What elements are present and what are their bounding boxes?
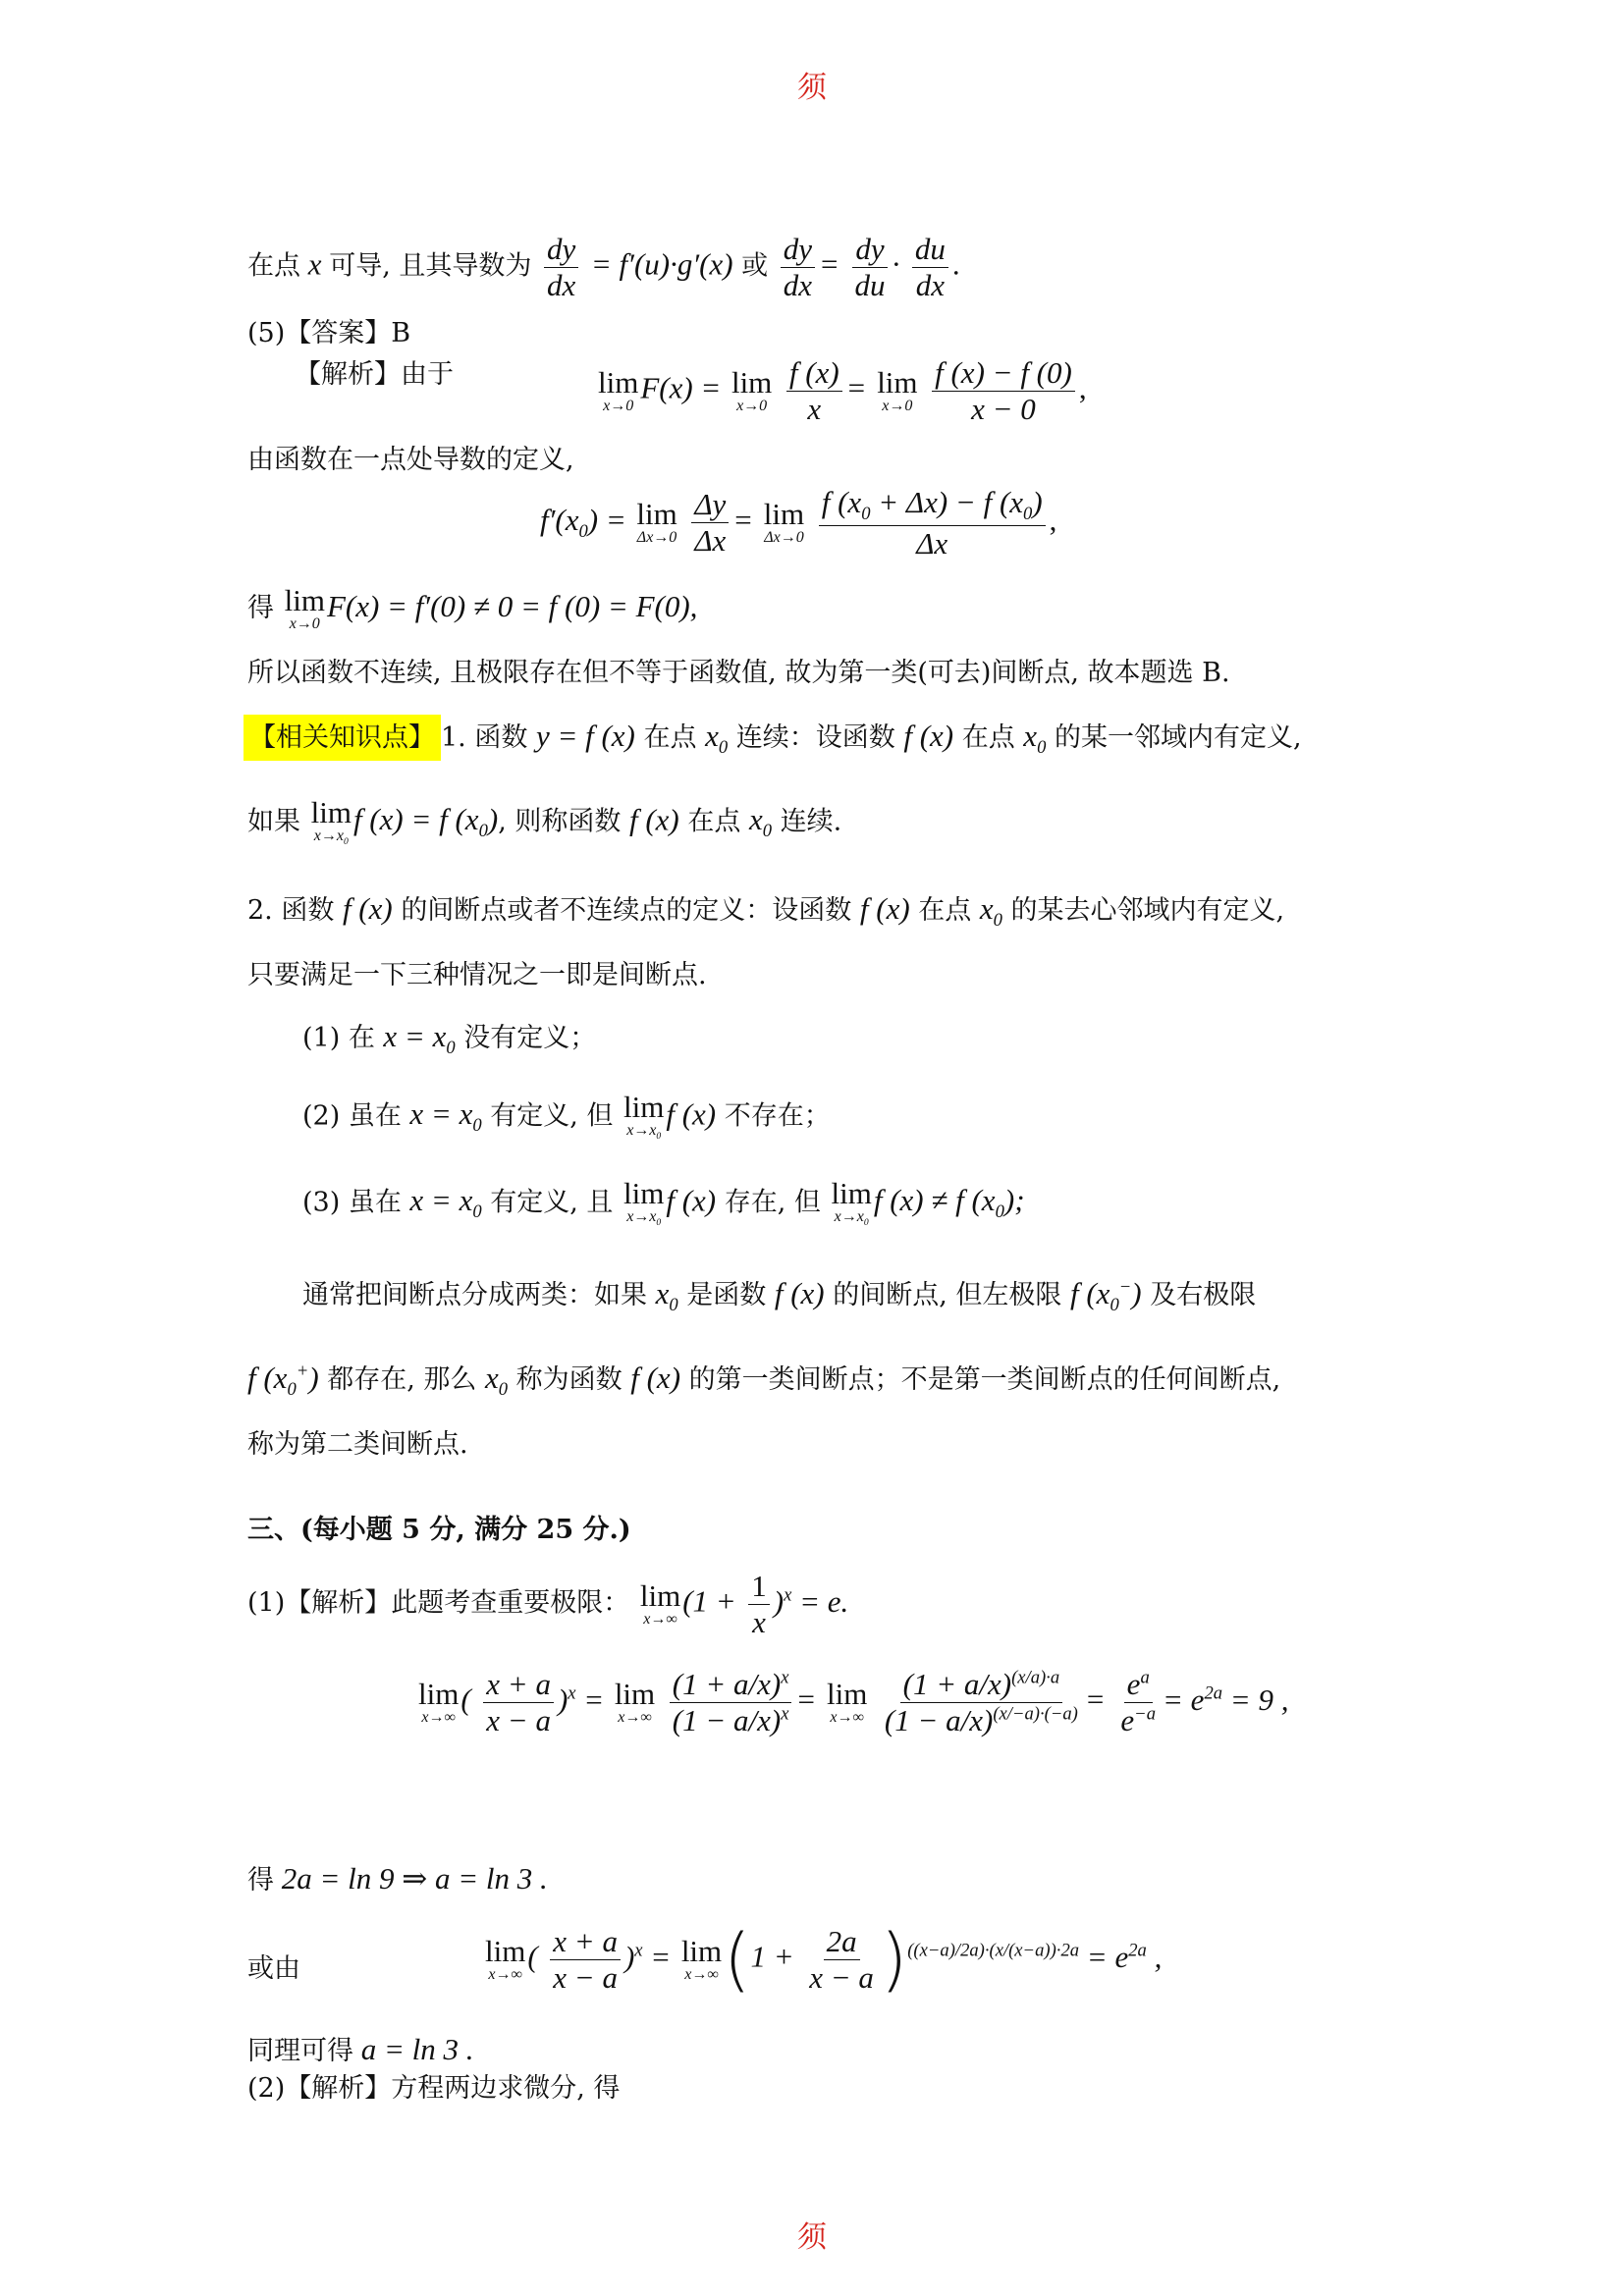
alternative-computation: lim x→∞ ( $\frac{x + a}{x - a}$ )$^x$ = lim x→∞ (1 + $\frac{2a}{x - a}$ )$^{((x-a)/2a)\cdot(x/(x-a))\cdot 2a} = e^{2a}$ , <box>485 1919 1163 2001</box>
footer-mark: 须 <box>797 2220 827 2255</box>
classification-paragraph-2: f $(x_0^+)$ 都存在, 那么 $x_0$ 称为函数 f (x) 的第一类间断点；不是第一类间断点的任何间断点, <box>247 1361 1281 1401</box>
definition-text: 由函数在一点处导数的定义, <box>247 445 574 475</box>
section-3-title: 三、(每小题 5 分, 满分 25 分.) <box>247 1515 631 1545</box>
classification-paragraph-3: 称为第二类间断点. <box>247 1429 468 1460</box>
same-result: 同理可得 a = ln 3 . <box>247 2032 474 2066</box>
case-2: (2) 虽在 $x = x_0$ 有定义, 但 lim $x\to x_0$ f (x) 不存在； <box>302 1090 831 1143</box>
analysis-5: 【解析】由于 <box>295 359 454 390</box>
answer-5: (5)【答案】B <box>247 318 411 348</box>
derivative-chain-rule-line: 在点 x 可导, 且其导数为 $\frac{dy}{dx}$ = f′(u)·g′(x) 或 $\frac{dy}{dx}$ = $\frac{dy}{du}$ · $\frac{du}{dx}$ . <box>247 232 960 302</box>
text: 可导, 且其导数为 <box>329 250 532 282</box>
related-knowledge-2: 2. 函数 f (x) 的间断点或者不连续点的定义：设函数 f (x) 在点 $x_0$ 的某去心邻域内有定义, <box>247 891 1285 932</box>
result-line: 得 lim x→0 F(x) = f′(0) ≠ 0 = f (0) = F(0), <box>247 583 698 632</box>
limit-F-equation: lim x→0 F(x) = lim x→0 $\frac{f (x)}{x}$ = lim x→0 $\frac{f (x) - f (0)}{x - 0}$ , <box>598 355 1087 426</box>
three-cases-intro: 只要满足一下三种情况之一即是间断点. <box>247 960 707 990</box>
text: 或 <box>741 250 769 282</box>
question-1-analysis: (1)【解析】此题考查重要极限： lim x→∞ (1 + $\frac{1}{x}$ )$^x$ = e. <box>247 1569 849 1639</box>
alternative-label: 或由 <box>247 1953 300 1984</box>
result-a: 得 2a = ln 9 ⇒ a = ln 3 . <box>247 1861 548 1896</box>
conclusion: 所以函数不连续, 且极限存在但不等于函数值, 故为第一类(可去)间断点, 故本题选 B. <box>247 658 1230 688</box>
derivative-definition-equation: $f'(x_0)$ = lim Δx→0 $\frac{\Delta y}{\Delta x}$ = lim Δx→0 $\frac{f (x_0 + \Delta x) - f (x_0)}{\Delta x}$ , <box>540 485 1057 561</box>
text: 在点 <box>247 250 300 282</box>
continuity-definition: 如果 lim $x\to x_0$ f (x) = f $(x_0)$, 则称函数 f (x) 在点 $x_0$ 连续. <box>247 795 842 848</box>
header-mark: 须 <box>797 71 827 105</box>
case-1: (1) 在 $x = x_0$ 没有定义； <box>302 1019 597 1059</box>
limit-computation: lim x→∞ ( $\frac{x + a}{x - a}$ )$^x$ = lim x→∞ $\frac{(1 + a/x)^x}{(1 - a/x)^x}$ = lim x→∞ $\frac{(1 + a/x)^{(x/a)\cdot a}}{(1 - a/x)^{(x/-a)\cdot(-a)}}$ = $\frac{e^a}{e^{-a}}$ = $e^{2a} = 9$ , <box>418 1667 1289 1737</box>
related-knowledge-1: 【相关知识点】 1. 函数 y = f (x) 在点 $x_0$ 连续：设函数 f (x) 在点 $x_0$ 的某一邻域内有定义, <box>244 721 1302 758</box>
related-knowledge-tag: 【相关知识点】 <box>244 715 441 761</box>
classification-paragraph-1: 通常把间断点分成两类：如果 $x_0$ 是函数 f (x) 的间断点, 但左极限 f $(x_0^-)$ 及右极限 <box>302 1276 1257 1316</box>
case-3: (3) 虽在 $x = x_0$ 有定义, 且 lim $x\to x_0$ f (x) 存在, 但 lim $x\to x_0$ f (x) ≠ f $(x_0)$; <box>302 1176 1025 1229</box>
question-2-analysis: (2)【解析】方程两边求微分, 得 <box>247 2073 621 2104</box>
